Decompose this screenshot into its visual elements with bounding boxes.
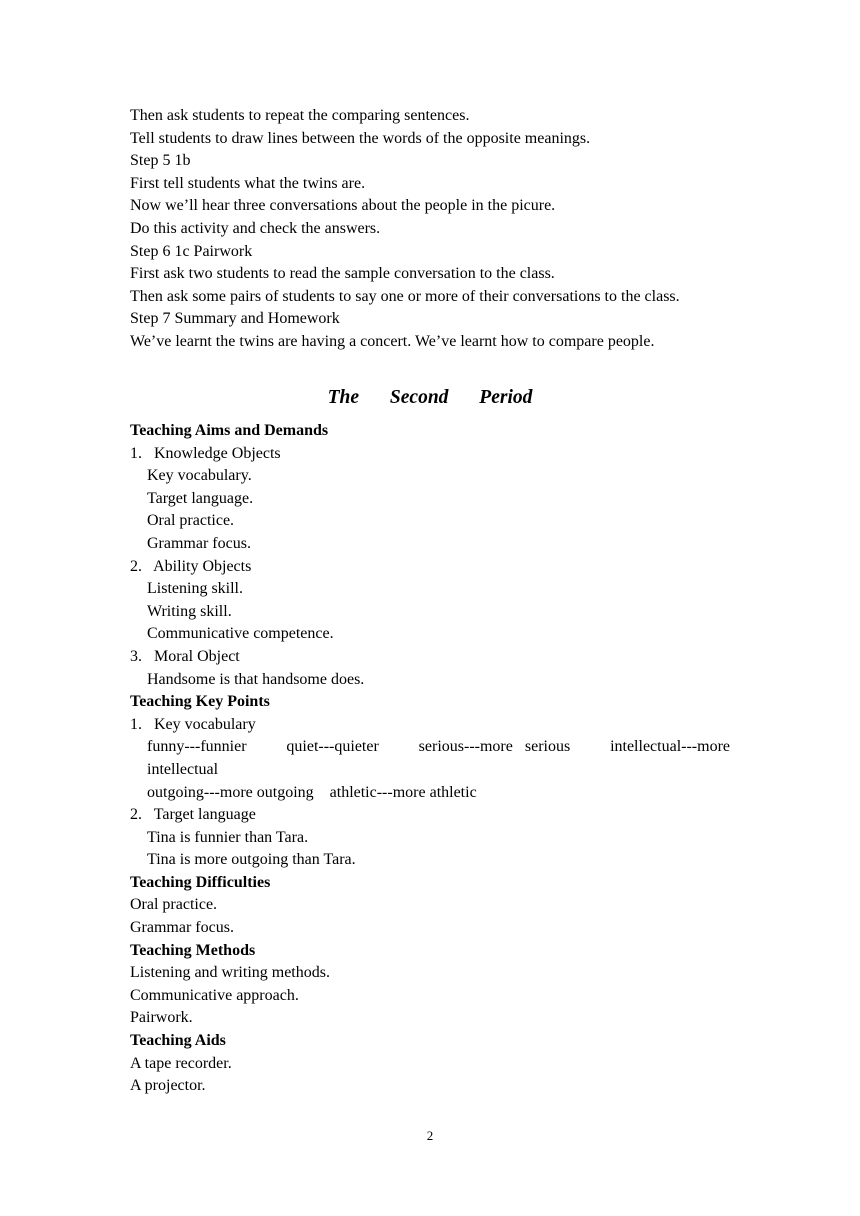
section-heading: Teaching Aims and Demands: [130, 422, 329, 439]
text-line: We’ve learnt the twins are having a concert. We’ve learnt how to compare people.: [130, 332, 655, 350]
text-line: Then ask students to repeat the comparing sentences.: [130, 107, 470, 124]
list-item: 2. Ability Objects: [130, 557, 252, 575]
vocab-continuation: intellectual: [147, 760, 219, 778]
step-heading: Step 5 1b: [130, 152, 191, 170]
text-line: Then ask some pairs of students to say one or more of their conversations to the class.: [130, 287, 680, 305]
text-line: First ask two students to read the sample conversation to the class.: [130, 265, 555, 283]
list-item: 1. Key vocabulary: [130, 715, 256, 733]
sub-item: Grammar focus.: [147, 534, 251, 552]
period-title-word: The: [327, 387, 360, 408]
text-line: Pairwork.: [130, 1009, 193, 1027]
sub-item: Writing skill.: [147, 602, 232, 620]
text-line: Now we’ll hear three conversations about the people in the picure.: [130, 197, 556, 215]
text-line: Listening and writing methods.: [130, 964, 330, 982]
text-line: Tell students to draw lines between the words of the opposite meanings.: [130, 129, 591, 147]
text-line: A projector.: [130, 1077, 206, 1095]
list-item: 3. Moral Object: [130, 647, 240, 665]
sub-item: Tina is more outgoing than Tara.: [147, 851, 356, 869]
sub-item: Communicative competence.: [147, 625, 334, 643]
vocab-row-items: [147, 736, 730, 759]
sub-item: Handsome is that handsome does.: [147, 670, 365, 688]
vocab-pair: quiet---quieter: [286, 738, 379, 756]
list-item: 1. Knowledge Objects: [130, 444, 281, 462]
vocab-pair: serious---more serious: [418, 738, 571, 756]
section-heading: Teaching Aids: [130, 1032, 226, 1050]
vocab-pair: funny---funnier: [147, 738, 247, 756]
text-line: Do this activity and check the answers.: [130, 219, 381, 237]
vocab-row: [130, 736, 730, 759]
step-heading: Step 6 1c Pairwork: [130, 242, 253, 260]
text-line: Grammar focus.: [130, 919, 234, 937]
sub-item: Tina is funnier than Tara.: [147, 828, 309, 846]
text-line: Oral practice.: [130, 896, 218, 914]
first-period-continuation: [130, 105, 730, 354]
sub-item: Listening skill.: [147, 580, 243, 598]
section-heading: Teaching Key Points: [130, 693, 270, 711]
period-title-word: Period: [479, 387, 533, 408]
vocab-pair: intellectual---more: [610, 738, 730, 756]
sub-item: Oral practice.: [147, 512, 235, 530]
text-line: A tape recorder.: [130, 1054, 232, 1072]
step-heading: Step 7 Summary and Homework: [130, 310, 340, 328]
section-heading: Teaching Methods: [130, 941, 256, 959]
second-period-body: [130, 420, 730, 1098]
list-item: 2. Target language: [130, 806, 256, 824]
text-line: First tell students what the twins are.: [130, 174, 366, 192]
vocab-row: outgoing---more outgoing athletic---more athletic: [147, 783, 477, 801]
period-title: [0, 384, 860, 412]
period-title-word: Second: [389, 387, 449, 408]
section-heading: Teaching Difficulties: [130, 873, 271, 891]
sub-item: Key vocabulary.: [147, 467, 252, 485]
sub-item: Target language.: [147, 489, 254, 507]
text-line: Communicative approach.: [130, 986, 299, 1004]
page-number: 2: [426, 1128, 434, 1143]
